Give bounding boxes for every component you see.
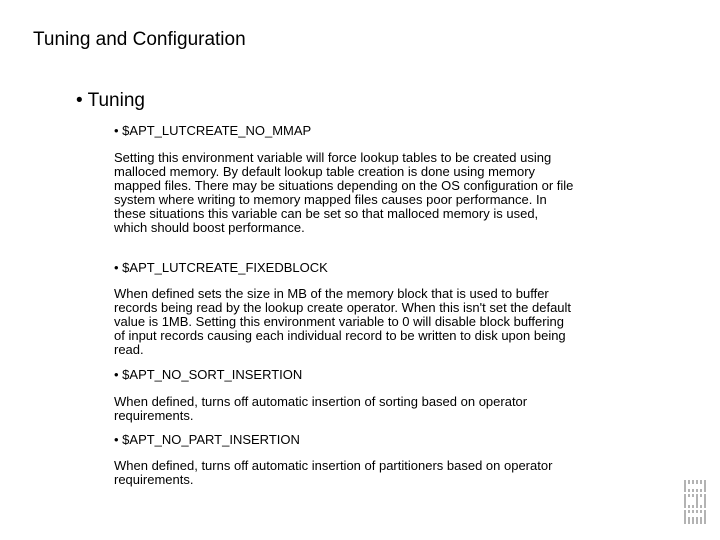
item-title-lutcreate-fixedblock: • $APT_LUTCREATE_FIXEDBLOCK — [114, 260, 328, 275]
section-heading-tuning: • Tuning — [76, 90, 145, 111]
item-description-no-part-insertion: When defined, turns off automatic insertion of partitioners based on operator requirements. — [114, 458, 553, 487]
item-description-no-sort-insertion: When defined, turns off automatic insertion of sorting based on operator requirements. — [114, 394, 528, 423]
item-title-no-part-insertion: • $APT_NO_PART_INSERTION — [114, 432, 300, 447]
item-title-no-sort-insertion: • $APT_NO_SORT_INSERTION — [114, 367, 303, 382]
item-description-lutcreate-no-mmap: Setting this environment variable will force lookup tables to be created using malloced memory. By default lookup table creation is done using memory mapped files. There may be situations depending on the OS configuration or file system where writing to memory mapped files causes poor performance. In these situations this variable can be set so that malloced memory is used, which should boost performance. — [114, 150, 574, 235]
item-title-lutcreate-no-mmap: • $APT_LUTCREATE_NO_MMAP — [114, 123, 312, 138]
item-description-lutcreate-fixedblock: When defined sets the size in MB of the memory block that is used to buffer records being read by the lookup create operator. When this isn't set the default value is 1MB. Setting this environment variable to 0 will disable block buffering of input records causing each individual record to be written to disk upon being read. — [114, 286, 572, 357]
ibm-logo-icon — [682, 480, 708, 524]
slide-title: Tuning and Configuration — [33, 29, 246, 50]
